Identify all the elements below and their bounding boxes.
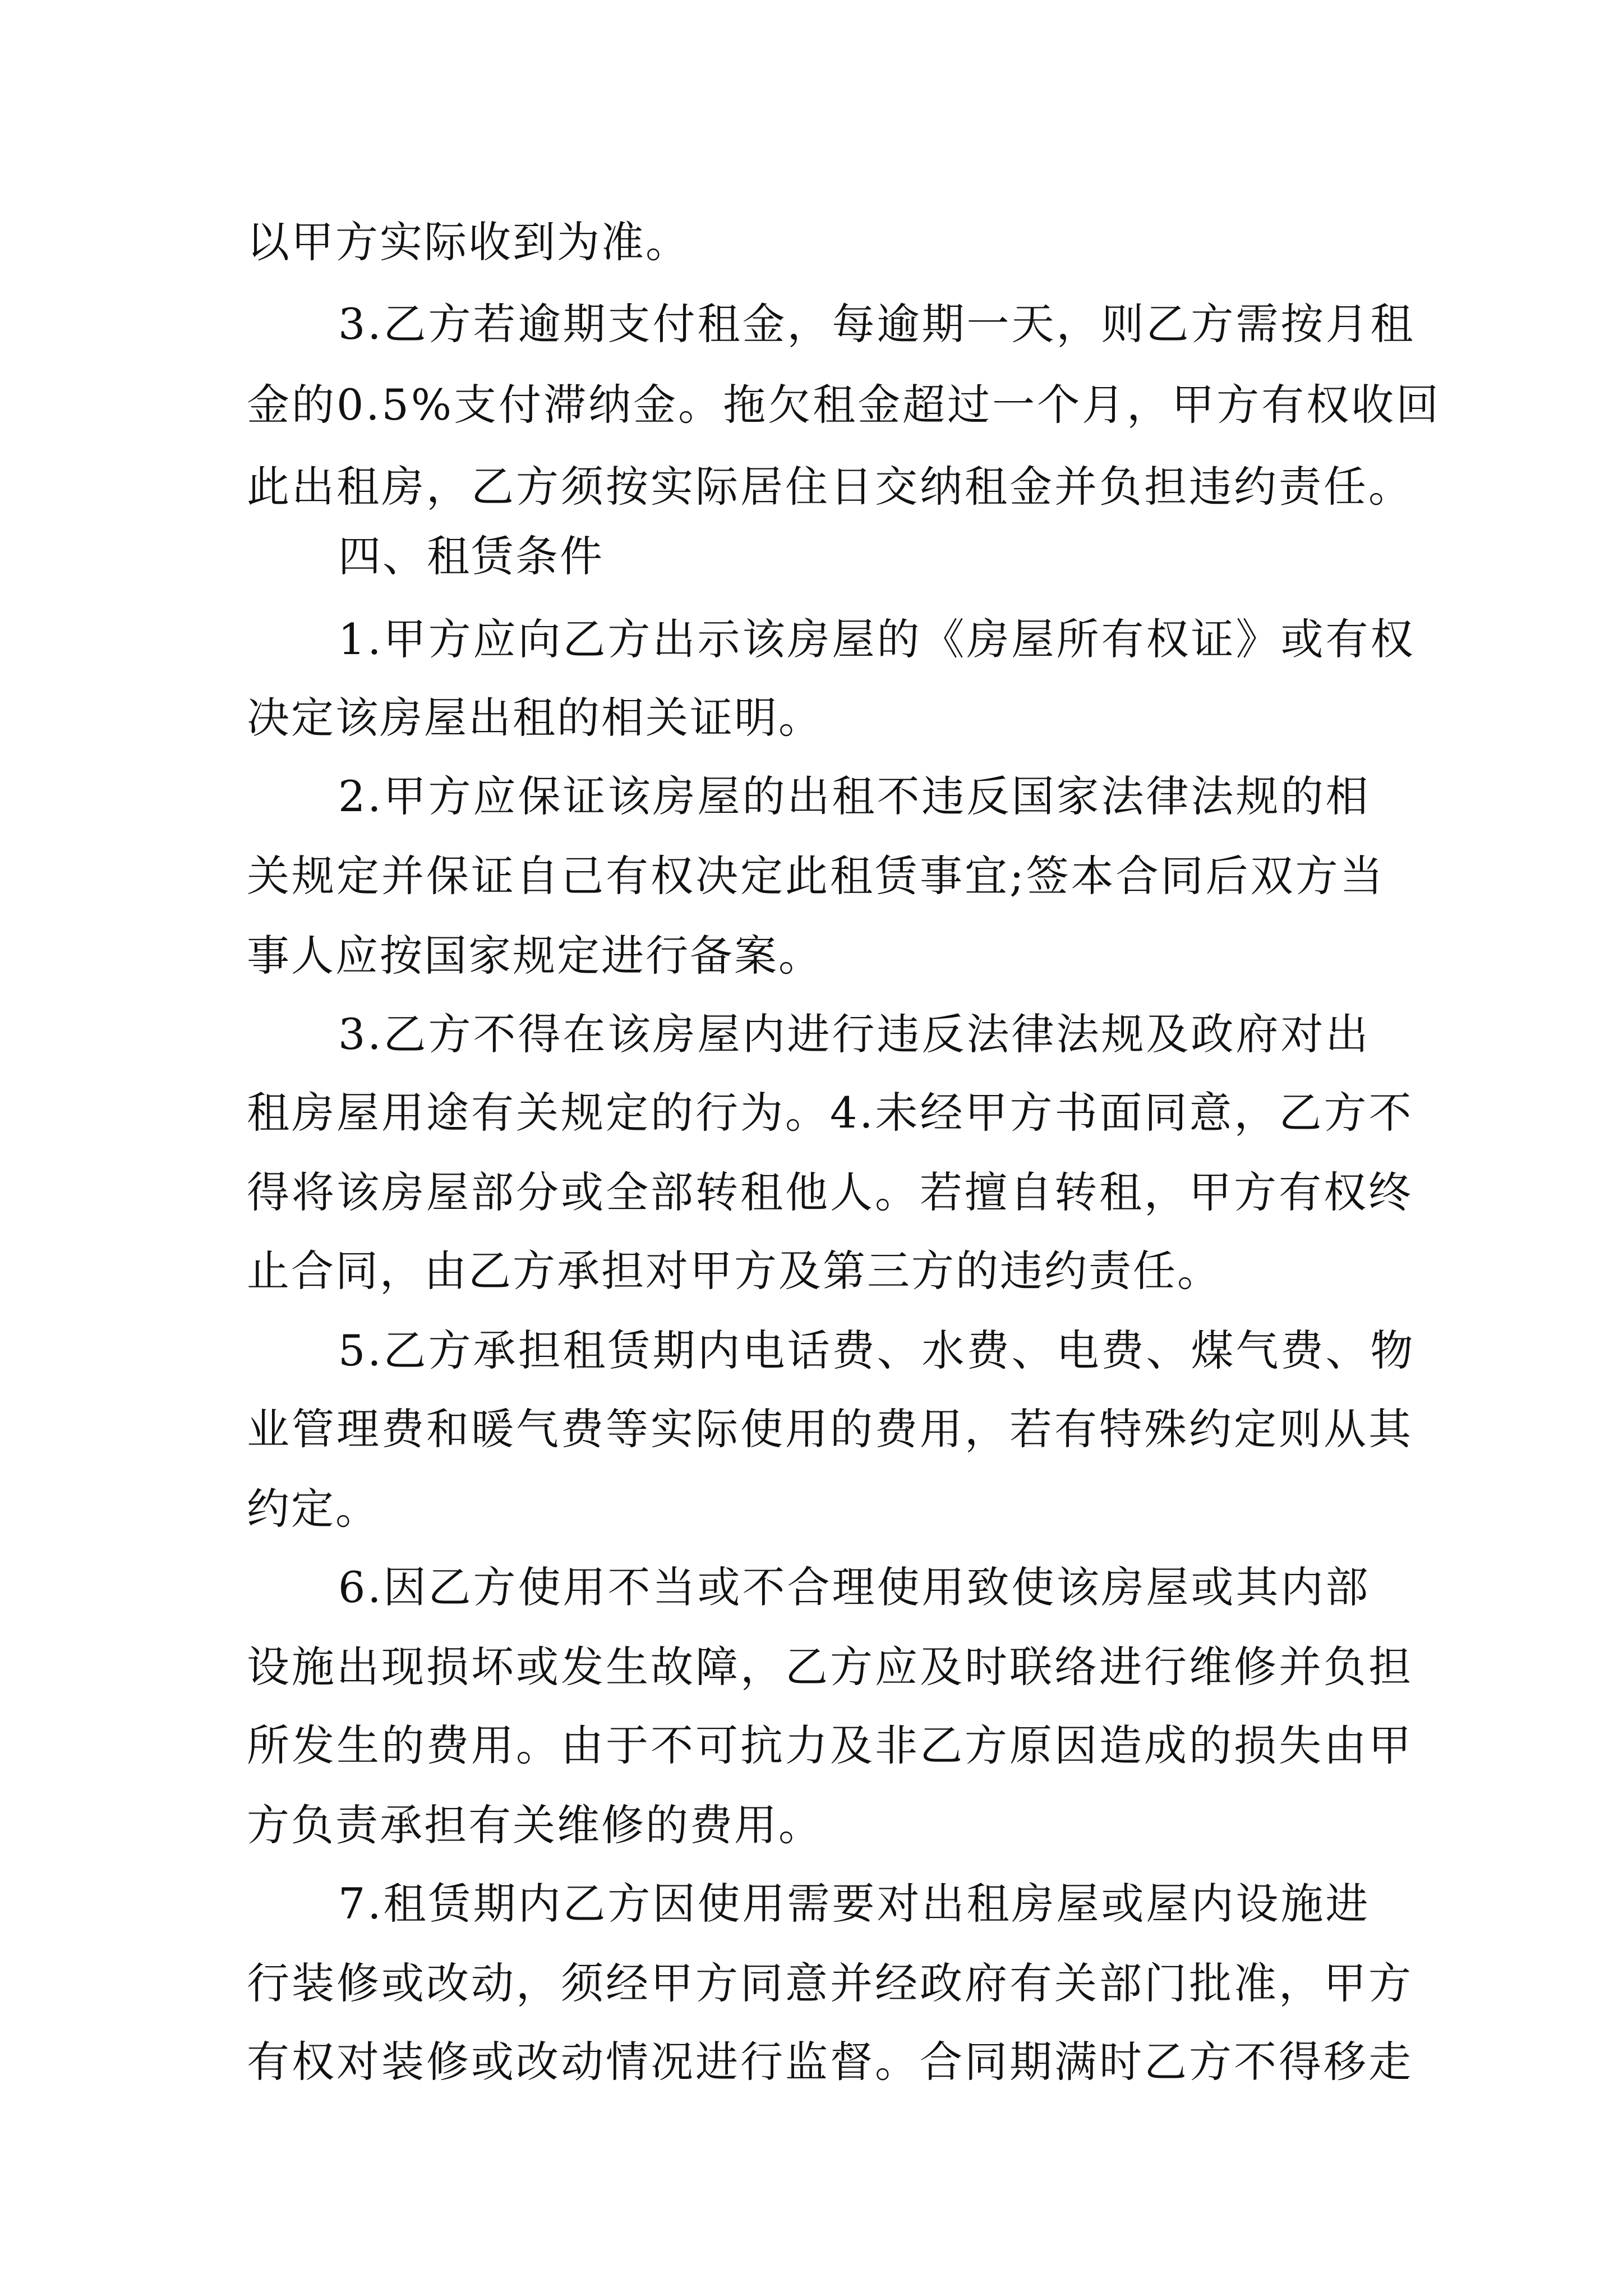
- text-line: 所发生的费用。由于不可抗力及非乙方原因造成的损失由甲: [247, 1720, 1413, 1770]
- text-line: 关规定并保证自己有权决定此租赁事宜;签本合同后双方当: [247, 851, 1385, 901]
- text-line: 得将该房屋部分或全部转租他人。若擅自转租，甲方有权终: [247, 1167, 1413, 1217]
- section-heading: 四、租赁条件: [338, 531, 604, 581]
- text-line: 行装修或改动，须经甲方同意并经政府有关部门批准，甲方: [247, 1958, 1413, 2008]
- text-line: 租房屋用途有关规定的行为。4.未经甲方书面同意，乙方不: [247, 1088, 1414, 1138]
- text-line: 金的0.5%支付滞纳金。拖欠租金超过一个月，甲方有权收回: [247, 380, 1441, 430]
- text-line: 5.乙方承担租赁期内电话费、水费、电费、煤气费、物: [338, 1326, 1415, 1375]
- text-line: 以甲方实际收到为准。: [247, 217, 690, 267]
- text-line: 2.甲方应保证该房屋的出租不违反国家法律法规的相: [338, 771, 1371, 821]
- text-line: 止合同，由乙方承担对甲方及第三方的违约责任。: [247, 1246, 1221, 1296]
- text-line: 方负责承担有关维修的费用。: [247, 1800, 823, 1850]
- text-line: 6.因乙方使用不当或不合理使用致使该房屋或其内部: [338, 1562, 1371, 1612]
- text-line: 有权对装修或改动情况进行监督。合同期满时乙方不得移走: [247, 2037, 1413, 2087]
- text-line: 7.租赁期内乙方因使用需要对出租房屋或屋内设施进: [338, 1879, 1371, 1929]
- text-line: 决定该房屋出租的相关证明。: [247, 693, 823, 743]
- text-line: 此出租房，乙方须按实际居住日交纳租金并负担违约责任。: [247, 462, 1413, 512]
- text-line: 1.甲方应向乙方出示该房屋的《房屋所有权证》或有权: [338, 614, 1415, 664]
- text-line: 事人应按国家规定进行备案。: [247, 931, 823, 981]
- text-line: 3.乙方若逾期支付租金，每逾期一天，则乙方需按月租: [338, 299, 1415, 349]
- text-line: 业管理费和暖气费等实际使用的费用，若有特殊约定则从其: [247, 1404, 1413, 1454]
- text-line: 设施出现损坏或发生故障，乙方应及时联络进行维修并负担: [247, 1642, 1413, 1692]
- text-line: 约定。: [247, 1484, 380, 1534]
- text-line: 3.乙方不得在该房屋内进行违反法律法规及政府对出: [338, 1009, 1371, 1059]
